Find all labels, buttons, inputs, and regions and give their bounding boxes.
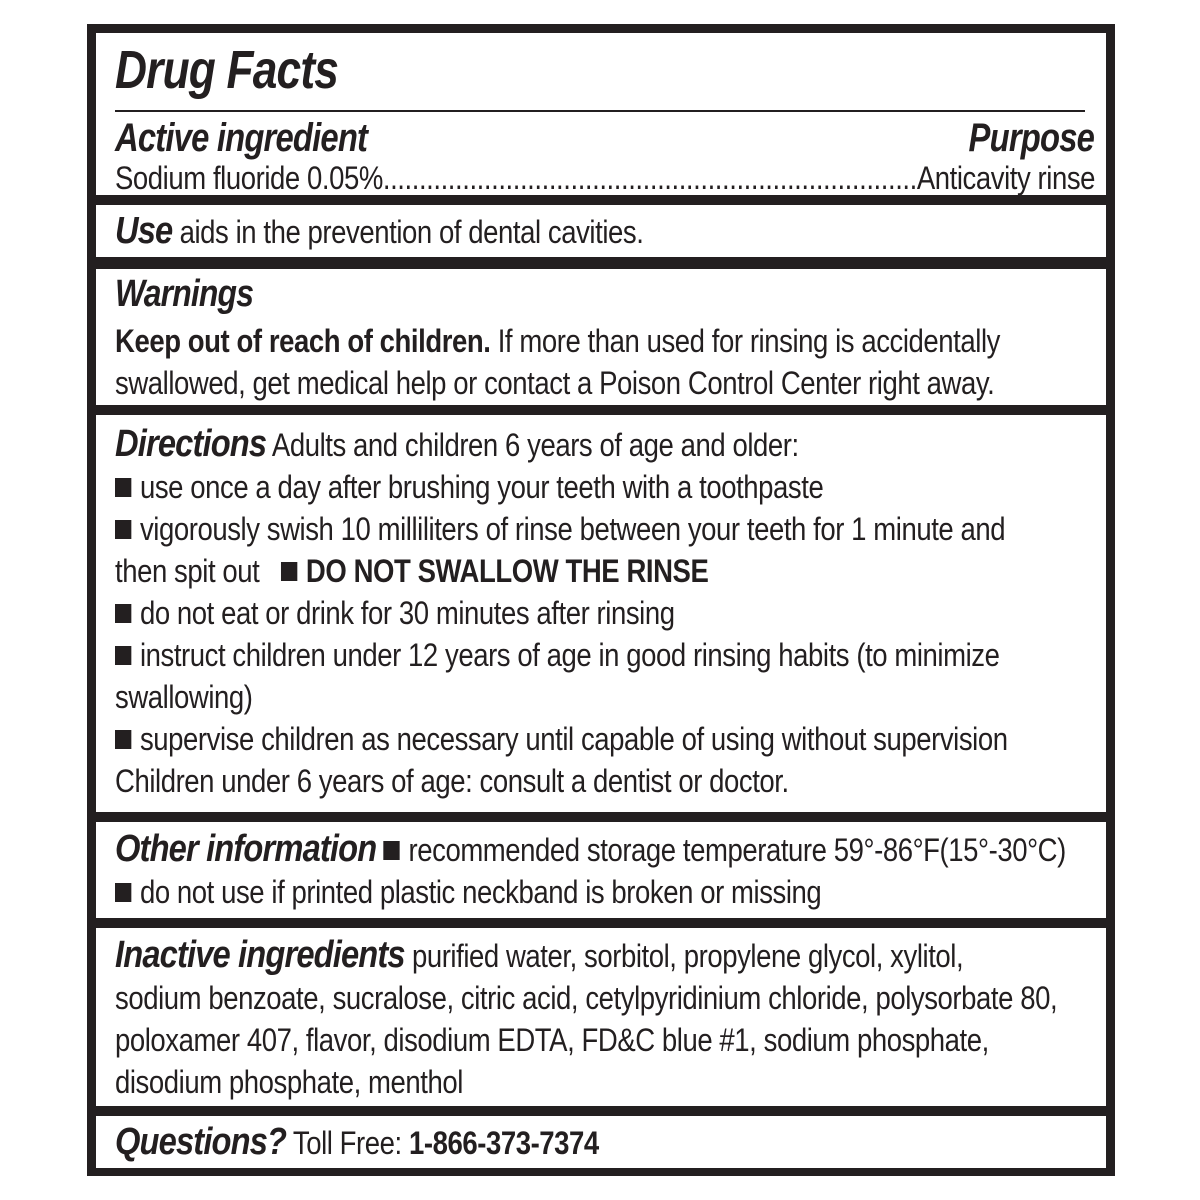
- other-information-list: [115, 828, 1066, 913]
- active-ingredient-row: [115, 157, 1104, 199]
- use-text: aids in the prevention of dental cavities.: [179, 214, 644, 250]
- use-row: [115, 210, 643, 253]
- inactive-ingredients-line-1: purified water, sorbitol, propylene glycol, xylitol,: [411, 938, 964, 974]
- directions-item-5-continued: swallowing): [115, 679, 253, 715]
- bullet-square-icon: [115, 520, 131, 539]
- directions-item-6: supervise children as necessary until capable of using without supervision: [139, 721, 1008, 757]
- directions-item-2: vigorously swish 10 milliliters of rinse between your teeth for 1 minute and: [139, 511, 1006, 547]
- use-heading: Use: [115, 210, 173, 252]
- active-ingredient-section: [96, 33, 1106, 195]
- other-information-item-1: recommended storage temperature 59°-86°F(15°-30°C): [408, 832, 1066, 868]
- drug-facts-title: Drug Facts: [115, 40, 339, 100]
- bullet-square-icon: [115, 604, 131, 623]
- warnings-bold-text: Keep out of reach of children.: [115, 323, 491, 359]
- use-section: [96, 205, 1106, 257]
- phone-number: 1-866-373-7374: [408, 1125, 599, 1161]
- directions-outro: Children under 6 years of age: consult a dentist or doctor.: [115, 763, 789, 799]
- directions-item-2-continued: then spit out: [115, 553, 260, 589]
- directions-list: [115, 423, 1008, 802]
- toll-free-label: Toll Free:: [292, 1125, 402, 1161]
- leader-dots: ..........................................................................: [382, 160, 917, 196]
- directions-item-3: DO NOT SWALLOW THE RINSE: [305, 553, 709, 589]
- bullet-square-icon: [115, 883, 131, 902]
- inactive-ingredients-line-2: sodium benzoate, sucralose, citric acid, cetylpyridinium chloride, polysorbate 80,: [115, 980, 1058, 1016]
- other-information-item-2: do not use if printed plastic neckband is broken or missing: [139, 874, 822, 910]
- directions-heading: Directions: [115, 423, 267, 465]
- drug-facts-label: [87, 24, 1115, 1176]
- directions-item-1: use once a day after brushing your teeth with a toothpaste: [139, 469, 824, 505]
- warnings-heading: Warnings: [115, 273, 254, 315]
- inactive-ingredients-heading: Inactive ingredients: [115, 934, 405, 976]
- inactive-ingredients-line-3: poloxamer 407, flavor, disodium EDTA, FD&C blue #1, sodium phosphate,: [115, 1022, 989, 1058]
- active-ingredient-name: Sodium fluoride 0.05%: [115, 160, 383, 196]
- warnings-text: [115, 320, 1000, 404]
- warnings-line-1: If more than used for rinsing is accidentally: [497, 323, 1000, 359]
- purpose-heading: Purpose: [968, 116, 1094, 160]
- questions-heading: Questions?: [115, 1121, 287, 1163]
- bullet-square-icon: [281, 562, 297, 581]
- questions-section: [96, 1116, 1106, 1168]
- warnings-section: [96, 269, 1106, 405]
- warnings-line-2: swallowed, get medical help or contact a Poison Control Center right away.: [115, 365, 995, 401]
- directions-item-4: do not eat or drink for 30 minutes after rinsing: [139, 595, 675, 631]
- bullet-square-icon: [115, 730, 131, 749]
- inactive-ingredients-line-4: disodium phosphate, menthol: [115, 1064, 463, 1100]
- bullet-square-icon: [115, 478, 131, 497]
- active-ingredient-heading: Active ingredient: [115, 116, 368, 160]
- inactive-ingredients-list: [115, 934, 1057, 1103]
- other-information-heading: Other information: [115, 828, 377, 870]
- questions-row: [115, 1121, 599, 1164]
- title-divider: [115, 110, 1085, 112]
- active-ingredient-purpose: Anticavity rinse: [916, 160, 1096, 196]
- bullet-square-icon: [115, 646, 131, 665]
- directions-intro: Adults and children 6 years of age and older:: [271, 427, 799, 463]
- directions-section: [96, 415, 1106, 812]
- directions-item-5: instruct children under 12 years of age in good rinsing habits (to minimize: [139, 637, 1000, 673]
- inactive-ingredients-section: [96, 928, 1106, 1106]
- bullet-square-icon: [384, 841, 400, 860]
- other-information-section: [96, 822, 1106, 918]
